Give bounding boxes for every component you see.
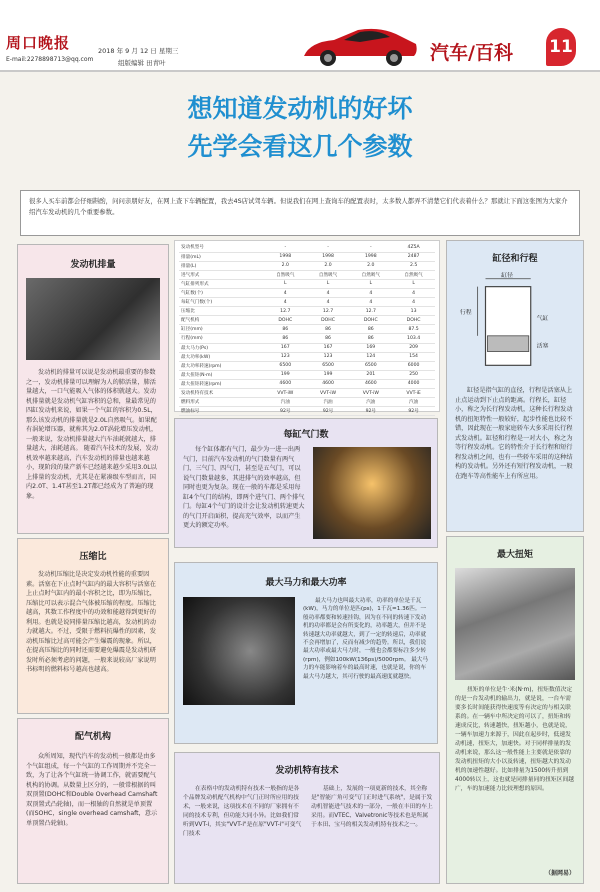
spec-cell: 201 [349, 370, 392, 379]
spec-cell: 92号 [307, 407, 350, 416]
spec-cell: DOHC [264, 316, 307, 325]
compression-body: 发动机压缩比是决定发动机性能的重要因素。活塞在下止点时气缸内的最大容积与活塞在上止点时气缸内的最小容积之比，即为压缩比，压缩比可以表示混合气体被压缩的程度。压缩比越高，其数工作程度中的功效和能越得到更好的利用。也就是说同排量压缩比越高，发动机的动力就越大。不过，受限于燃料抗爆性的因素，发动机压缩比过高可能会产生爆震的现象。所以，在提高压缩比的同时还需要避免爆震是发动机研发时所必须考虑的问题，一般来说较高厂家说明书标明的燃料标号越高也越高。 [26, 571, 156, 673]
spec-cell: 4000 [392, 379, 435, 388]
spec-cell: 250 [392, 370, 435, 379]
spec-cell: L [392, 279, 435, 288]
spec-cell: 自然吸气 [349, 270, 392, 279]
spec-cell: 汽油 [349, 398, 392, 407]
spec-cell: 6500 [307, 361, 350, 370]
spec-row-label: 行程(mm) [179, 334, 264, 343]
spec-cell: 169 [349, 343, 392, 352]
spec-cell: 4Z5A [392, 243, 435, 252]
spec-row-label: 燃料形式 [179, 398, 264, 407]
spec-cell: 123 [307, 352, 350, 361]
valvetrain-body: 众所周知，现代汽车的发动机一般都是由多个气缸组成，每一个气缸的工作周期并不完全一致，为了让各个气缸统一协调工作，就需要配气机构的协调。从数量上区分的，一般常根据的叫双顶置(DOHC和Double Overhead Camshaft双顶置式凸轮轴)，而一根轴的自然就是单顶置(而SOHC，single overhead camshaft，意示单顶置凸轮轴)。 [26, 753, 158, 827]
spec-row-label: 排量(mL) [179, 252, 264, 261]
spec-cell: 2.0 [264, 261, 307, 270]
spec-cell: 1998 [264, 252, 307, 261]
spec-row [179, 361, 435, 370]
cylinder-diagram [456, 270, 574, 380]
displacement-body: 发动机的排量可以说是发动机最重要的参数之一，发动机排量可以理解为人的肺活量，肺活量越大，一口气能吸入气体的体积就越大。发动机排量就是发动机气缸容积的总和，量最常见的四缸发动机来说，如果一个气缸的容积为0.5L，那么该发动机的排量就是2.0L自然吸气。如果配有涡轮增压器，就称其为2.0T涡轮增压发动机，一般来说，发动机排量越大汽车油耗就越大，排量越大，油耗越高。 随着汽车技术的发展，发动机效率越来越高，汽车发动机的排量也越来越小，现阶段的量产新车已经越来越少采用3.0L以上排量的发动机，尤其是在紧凑级车型而言，国内2.0T、1.4T甚至1.2T都已经成为了普遍的现象。 [26, 369, 158, 500]
spec-cell: 汽油 [307, 398, 350, 407]
valves-body: 每个缸体都有气门，最少为一进一出两气门，目前汽车发动机的气门数量有两气门、三气门、四气门，甚至是五气门，可以说气门数量越多，其进排气的效率越高，但同时也更为复杂。现在一般的车都是采用每缸4个气门的结构，即两个进气门、两个排气门。每缸4个气门的设计会让发动机转速更大的气门开启面积，提高充气效率，以而产生更大的额定功率。 [183, 446, 305, 529]
spec-row [179, 243, 435, 252]
intro-box: 很多人买车前都会仔细斟酌，问问亲朋好友，在网上查下车辆配置，我去4S店试驾车辆。但说我们在网上查询车的配置表时，太多数人都弄不清楚它们代表着什么？那就让下面这张图为大家介绍汽车发动机的几个重要参数。 [20, 190, 580, 236]
valvetrain-panel [17, 718, 169, 884]
spec-cell: DOHC [392, 316, 435, 325]
newspaper-logo: 周口晚报 [6, 34, 71, 52]
spec-cell: 4 [392, 288, 435, 297]
bore-stroke-title: 缸径和行程 [492, 254, 538, 264]
spec-row-label: 配气机构 [179, 316, 264, 325]
power-title: 最大马力和最大功率 [265, 578, 347, 588]
spec-cell: 4 [264, 298, 307, 307]
spec-cell: 209 [392, 343, 435, 352]
label-piston: 活塞 [536, 343, 549, 350]
spec-cell: 4 [349, 298, 392, 307]
spec-row [179, 343, 435, 352]
section-title: 汽车/百科 [430, 42, 513, 64]
spec-cell: L [307, 279, 350, 288]
spec-cell: 6000 [392, 361, 435, 370]
compression-title: 压缩比 [79, 552, 107, 562]
spec-row [179, 298, 435, 307]
spec-cell: 2487 [392, 252, 435, 261]
spec-cell: 2.0 [349, 261, 392, 270]
displacement-title: 发动机排量 [70, 260, 116, 270]
spec-cell: 4 [349, 288, 392, 297]
torque-body: 扭矩的单位是牛·米(N·m)，扭矩数值决定的是一台发动机的输出力，就是说，一台车需要多长时间能获得快速度等有决定的与相关联系的。在一辆车中所决定的可以了，扭矩和转速成反比，转速越快，扭矩越小，也就是说，一辆车加速力来源于，因此在起步时，低速发动机速，扭矩大，加速快。对于同样排量的发动机来说，那么这一般性能上主要就是依靠的发动机扭矩的大小以及转速，扭矩越大的发动机的加速性越好。比如排量为1500转升扭到4000转以上，这也就是同排量同的扭矩区间越广，车的加速能力比较理想的原因。 [455, 687, 575, 792]
spec-cell: 自然吸气 [264, 270, 307, 279]
spec-cell: 2.0 [307, 261, 350, 270]
spec-cell: 124 [349, 352, 392, 361]
spec-row-label: 缸径(mm) [179, 325, 264, 334]
spec-cell: 自然吸气 [392, 270, 435, 279]
tech-body-left: 在表格中的发动机特有技术一般指的是各个品牌发动机配气机构中气门正时所应用的技术，一般来说，这项技术在不同的厂家拥有不同的技术专利，但功能大同小异。比如我们常听到VVT-i，其实"VVT-i"是在原"VVT-i"可变气门技术 [183, 786, 302, 837]
spec-row-label: 最大功率转速(rpm) [179, 361, 264, 370]
spec-cell: - [349, 243, 392, 252]
valvetrain-title: 配气机构 [74, 732, 111, 742]
torque-source: （据网易） [544, 870, 575, 877]
spec-cell: 4 [392, 298, 435, 307]
spec-cell: 167 [264, 343, 307, 352]
spec-cell: 汽油 [392, 398, 435, 407]
spec-row-label: 发动机特有技术 [179, 389, 264, 398]
spec-cell: 2.5 [392, 261, 435, 270]
power-body: 最大马力也叫最大功率，功率的单位是千瓦(kW)，马力的单位是匹(ps)，1千瓦=1.36匹。一般功率都要和转速挂钩，因为在不同的转速下发动机的功率都是会有所变化的，功率越大，但并不是转速越大功率就越大，到了一定的转速后，功率就不会再增加了，反而有减少的趋势。所以，我们说最大功率或最大马力时，一般也会都要标注多少转(rpm)，例如100kW(136ps)/5000rpm。 最大马力的车能影响着车的最高时速，也就是说，你的车最大马力越大，其可行驶的最高速度就越快。 [303, 598, 428, 680]
spec-cell: 123 [264, 352, 307, 361]
spec-table [179, 243, 435, 416]
label-cylinder: 气缸 [536, 316, 549, 323]
bore-stroke-panel [446, 240, 584, 532]
spec-row [179, 389, 435, 398]
crankshaft-photo [455, 568, 575, 680]
valve-photo [313, 447, 431, 539]
spec-row [179, 398, 435, 407]
spec-cell: 4600 [307, 379, 350, 388]
spec-cell: 6500 [349, 361, 392, 370]
spec-row [179, 288, 435, 297]
spec-cell: 199 [307, 370, 350, 379]
compression-panel [17, 538, 169, 714]
engine-block-photo [26, 278, 160, 360]
spec-row [179, 316, 435, 325]
spec-row-label: 最大马力(Ps) [179, 343, 264, 352]
spec-cell: 86 [349, 325, 392, 334]
spec-row-label: 燃油标号 [179, 407, 264, 416]
spec-cell: 1998 [349, 252, 392, 261]
spec-cell: 103.4 [392, 334, 435, 343]
spec-cell: 自然吸气 [307, 270, 350, 279]
spec-cell: 6500 [264, 361, 307, 370]
valves-title: 每缸气门数 [283, 430, 329, 440]
spec-cell: 92号 [264, 407, 307, 416]
issue-date: 2018 年 9 月 12 日 星期三 [98, 47, 179, 55]
spec-cell: 167 [307, 343, 350, 352]
dashboard-photo [183, 597, 295, 705]
headline-line-2: 先学会看这几个参数 [187, 132, 413, 161]
spec-cell: DOHC [307, 316, 350, 325]
editor-credit: 组版编辑 田青叶 [118, 59, 166, 67]
displacement-panel [17, 244, 169, 534]
spec-cell: 1998 [307, 252, 350, 261]
spec-cell: 86 [264, 325, 307, 334]
spec-cell: 4 [264, 288, 307, 297]
label-stroke: 行程 [459, 310, 472, 317]
spec-cell: 4 [307, 298, 350, 307]
spec-row-label: 最大扭矩(N·m) [179, 370, 264, 379]
spec-row-label: 排量(L) [179, 261, 264, 270]
spec-cell: VVT-iW [349, 389, 392, 398]
spec-cell: - [307, 243, 350, 252]
spec-row [179, 325, 435, 334]
spec-cell: 86 [307, 334, 350, 343]
spec-cell: 4600 [349, 379, 392, 388]
spec-cell: 87.5 [392, 325, 435, 334]
spec-cell: 199 [264, 370, 307, 379]
bore-stroke-body: 缸径是指气缸的直径，行程是活塞从上止点运动到下止点的距离。行程长，缸径小，称之为长行程发动机，这种长行程发动机的扭矩特性一般较好，起步性能也比较不错，因此现在一般家庭轿车大多采用长行程式发动机。缸径和行程是一对大小，称之为等行程发动机。它的特性介于长行程和短行程发动机之间，也有一些轿车采用的这种结构的发动机。另外还有短行程发动机，一般在跑车等高性能车上有所应用。 [455, 387, 573, 480]
spec-row [179, 370, 435, 379]
spec-cell: 13 [392, 307, 435, 316]
spec-cell: DOHC [349, 316, 392, 325]
spec-row [179, 252, 435, 261]
valves-panel [174, 418, 438, 548]
spec-row-label: 气缸排列形式 [179, 279, 264, 288]
spec-cell: 86 [307, 325, 350, 334]
spec-row-label: 压缩比 [179, 307, 264, 316]
spec-row-label: 气缸数(个) [179, 288, 264, 297]
spec-table-panel [174, 240, 440, 415]
spec-cell: 4 [307, 288, 350, 297]
spec-cell: 4600 [264, 379, 307, 388]
spec-cell: VVT-iW [264, 389, 307, 398]
spec-cell: L [264, 279, 307, 288]
tech-title: 发动机特有技术 [275, 766, 339, 776]
headline-line-1: 想知道发动机的好坏 [187, 94, 413, 123]
tech-body-right: 基础上，发展的一项更新的技术，其全称是"智能广角可变气门正时进气系统"，是属于发动机智能进气技术的一部分，一般在丰田的车上采用。而VTEC、Valvetronic等技术也是所属于本田、宝马的相关发动机特有技术之一。 [311, 786, 433, 828]
spec-cell: 92号 [349, 407, 392, 416]
spec-row [179, 352, 435, 361]
spec-row [179, 270, 435, 279]
spec-cell: - [264, 243, 307, 252]
spec-row-label: 最大功率(kW) [179, 352, 264, 361]
spec-cell: 86 [264, 334, 307, 343]
spec-row [179, 407, 435, 416]
spec-row [179, 334, 435, 343]
headline [0, 90, 600, 166]
spec-row-label: 最大扭矩转速(rpm) [179, 379, 264, 388]
spec-row-label: 进气形式 [179, 270, 264, 279]
email: E-mail:2278898713@qq.com [6, 56, 94, 63]
tech-panel [174, 752, 440, 884]
spec-row [179, 279, 435, 288]
spec-cell: 12.7 [307, 307, 350, 316]
spec-row-label: 每缸气门数(个) [179, 298, 264, 307]
spec-cell: 12.7 [349, 307, 392, 316]
spec-row-label: 发动机型号 [179, 243, 264, 252]
spec-cell: 92号 [392, 407, 435, 416]
spec-cell: VVT-iW [307, 389, 350, 398]
power-panel [174, 562, 438, 744]
spec-cell: VVT-iE [392, 389, 435, 398]
red-sports-car-icon [300, 22, 420, 70]
torque-panel [446, 536, 584, 884]
spec-row [179, 261, 435, 270]
spec-row [179, 379, 435, 388]
spec-cell: 154 [392, 352, 435, 361]
label-bore: 缸径 [501, 272, 514, 279]
page-number: 11 [546, 28, 576, 66]
spec-cell: 汽油 [264, 398, 307, 407]
torque-title: 最大扭矩 [496, 550, 533, 560]
spec-row [179, 307, 435, 316]
header-divider [0, 70, 600, 72]
spec-cell: 12.7 [264, 307, 307, 316]
spec-cell: 86 [349, 334, 392, 343]
spec-cell: L [349, 279, 392, 288]
